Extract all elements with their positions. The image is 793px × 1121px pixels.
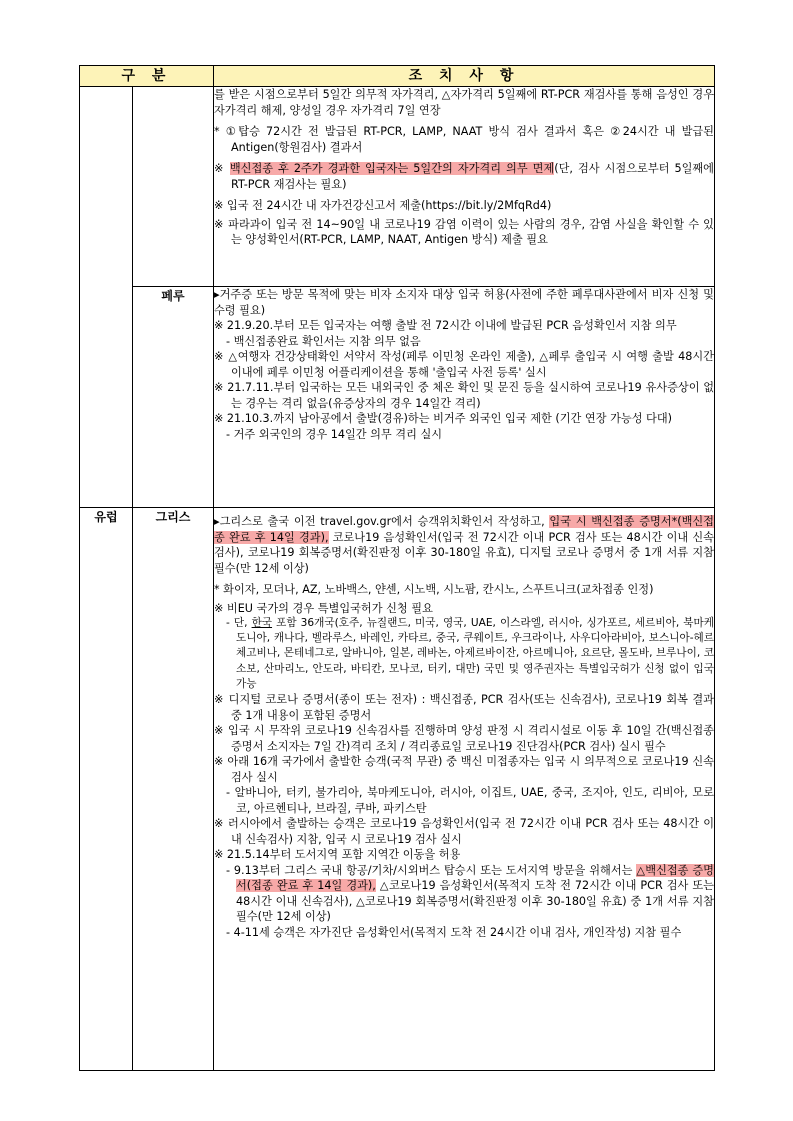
- sub-item-text: △코로나19 음성확인서(목적지 도착 전 72시간 이내 PCR 검사 또는 48시간 이내 신속검사), △코로나19 회복증명서(확진판정 이후 30-180일 유효) 중 1개 서류 지참 필수(만 12세 이상): [236, 879, 714, 924]
- region-cell-americas: [80, 87, 133, 508]
- note: ※ △여행자 건강상태확인 서약서 작성(페루 이민청 온라인 제출), △페루 출입국 시 여행 출발 48시간 이내에 페루 이민청 어플리케이션을 통해 '출입국 사전 등록' 실시: [214, 350, 714, 379]
- footnote: * 화이자, 모더나, AZ, 노바백스, 얀센, 시노백, 시노팜, 칸시노, 스푸트니크(교차접종 인정): [214, 583, 654, 596]
- measures-cell-greece: [214, 508, 715, 1071]
- country-cell-paraguay: [133, 87, 214, 287]
- paragraph: 를 받은 시점으로부터 5일간 의무적 자가격리, △자가격리 5일째에 RT-PCR 재검사를 통해 음성인 경우 자가격리 해제, 양성일 경우 자가격리 7일 연장: [214, 88, 714, 117]
- measures-cell-peru: [214, 287, 715, 508]
- note: ※ 파라과이 입국 전 14~90일 내 코로나19 감염 이력이 있는 사람의 경우, 감염 사실을 확인할 수 있는 양성확인서(RT-PCR, LAMP, NAAT, Antigen 방식) 제출 필요: [214, 217, 714, 246]
- table-row-greece: [80, 508, 715, 1071]
- paragraph-text: ▸그리스로 출국 이전 travel.gov.gr에서 승객위치확인서 작성하고,: [214, 515, 550, 528]
- sub-item: - 거주 외국인의 경우 14일간 의무 격리 실시: [226, 427, 443, 441]
- sub-item: - 4-11세 승객은 자가진단 음성확인서(목적지 도착 전 24시간 이내 검사, 개인작성) 지참 필수: [226, 925, 682, 939]
- paragraph: ▸거주증 또는 방문 목적에 맞는 비자 소지자 대상 입국 허용(사전에 주한 페루대사관에서 비자 신청 및 수령 필요): [214, 288, 714, 317]
- note: ※ 21.10.3.까지 남아공에서 출발(경유)하는 비거주 외국인 입국 제한 (기간 연장 가능성 다대): [214, 412, 673, 425]
- note-exemption: [214, 161, 714, 192]
- note: ※ 비EU 국가의 경우 특별입국허가 신청 필요: [214, 601, 433, 615]
- country-cell-peru: 페루: [133, 287, 214, 508]
- note: ※ 아래 16개 국가에서 출발한 승객(국적 무관) 중 백신 미접종자는 입국 시 의무적으로 코로나19 신속검사 실시: [214, 755, 714, 784]
- sub-item-text: - 단,: [226, 617, 252, 629]
- entry-measures-table: [79, 65, 715, 1071]
- sub-item: [214, 616, 714, 692]
- table-row-paraguay-cont: [80, 87, 715, 287]
- note: ※ 입국 전 24시간 내 자가건강신고서 제출(https://bit.ly/2MfqRd4): [214, 199, 552, 212]
- sub-item: [214, 863, 714, 925]
- table-header-row: [80, 66, 715, 87]
- note-mark: ※: [214, 162, 230, 175]
- highlighted-text: 백신접종 후 2주가 경과한 입국자는 5일간의 자가격리 의무 면제: [229, 162, 555, 175]
- paragraph: [214, 514, 714, 576]
- sub-item: - 알바니아, 터키, 불가리아, 북마케도니아, 러시아, 이집트, UAE, 중국, 조지아, 인도, 리비아, 모로코, 아르헨티나, 브라질, 쿠바, 파키스탄: [226, 786, 714, 815]
- sub-item-text: - 9.13부터 그리스 국내 항공/기차/시외버스 탑승시 또는 도서지역 방문을 위해서는: [226, 863, 637, 877]
- paragraph-text: 코로나19 음성확인서(입국 전 72시간 이내 PCR 검사 또는 48시간 이내 신속검사), 코로나19 회복증명서(확진판정 이후 30-180일 유효), 디지털 코로나 증명서 중 1개 서류 지참 필수(만 12세 이상): [214, 530, 714, 575]
- sub-item-text: 포함 36개국(호주, 뉴질랜드, 미국, 영국, UAE, 이스라엘, 러시아, 싱가포르, 세르비아, 북마케도니아, 캐나다, 벨라루스, 바레인, 카타르, 중국, 쿠웨이트, 우크라이나, 사우디아라비아, 보스니아-헤르체고비나, 몬테네그로, 알바니아, 일본, 레바논, 아제르바이잔, 아르메니아, 요르단, 몰도바, 브루나이, 코소보, 산마리노, 안도라, 바티칸, 모나코, 터키, 대만) 국민 및 영주권자는 특별입국허가 신청 없이 입국 가능: [236, 617, 714, 690]
- note-text: (단, 검사 시점으로부터 5일째에 RT-PCR 재검사는 필요): [231, 162, 714, 191]
- note: ※ 21.9.20.부터 모든 입국자는 여행 출발 전 72시간 이내에 발급된 PCR 음성확인서 지참 의무: [214, 319, 677, 332]
- country-cell-greece: 그리스: [133, 508, 214, 1071]
- sub-item: - 백신접종완료 확인서는 지참 의무 없음: [226, 334, 421, 348]
- note: ※ 21.5.14부터 도서지역 포함 지역간 이동을 허용: [214, 848, 461, 862]
- measures-cell-paraguay: [214, 87, 715, 287]
- highlighted-text: △백신접종 증명서(접종 완료 후 14일 경과),: [236, 863, 714, 893]
- header-category: 구 분: [80, 66, 214, 87]
- highlighted-text: 입국 시 백신접종 증명서*(백신접종 완료 후 14일 경과),: [214, 515, 714, 544]
- header-measures: 조 치 사 항: [214, 66, 715, 87]
- table-row-peru: [80, 287, 715, 508]
- note: ※ 러시아에서 출발하는 승객은 코로나19 음성확인서(입국 전 72시간 이내 PCR 검사 또는 48시간 이내 신속검사) 지참, 입국 시 코로나19 검사 실시: [214, 817, 714, 846]
- note: ※ 입국 시 무작위 코로나19 신속검사를 진행하며 양성 판정 시 격리시설로 이동 후 10일 간(백신접종증명서 소지자는 7일 간)격리 조치 / 격리종료일 코로나19 진단검사(PCR 검사) 실시 필수: [214, 724, 714, 753]
- note: ※ 디지털 코로나 증명서(종이 또는 전자) : 백신접종, PCR 검사(또는 신속검사), 코로나19 회복 결과 중 1개 내용이 포함된 증명서: [214, 693, 714, 722]
- region-cell-europe: 유럽: [80, 508, 133, 1071]
- underlined-text: 한국: [251, 617, 273, 629]
- footnote: * ①탑승 72시간 전 발급된 RT-PCR, LAMP, NAAT 방식 검사 결과서 혹은 ②24시간 내 발급된 Antigen(항원검사) 결과서: [214, 125, 714, 154]
- note: ※ 21.7.11.부터 입국하는 모든 내외국인 중 체온 확인 및 문진 등을 실시하여 코로나19 유사증상이 없는 경우는 격리 없음(유증상자의 경우 14일간 격리): [214, 381, 714, 410]
